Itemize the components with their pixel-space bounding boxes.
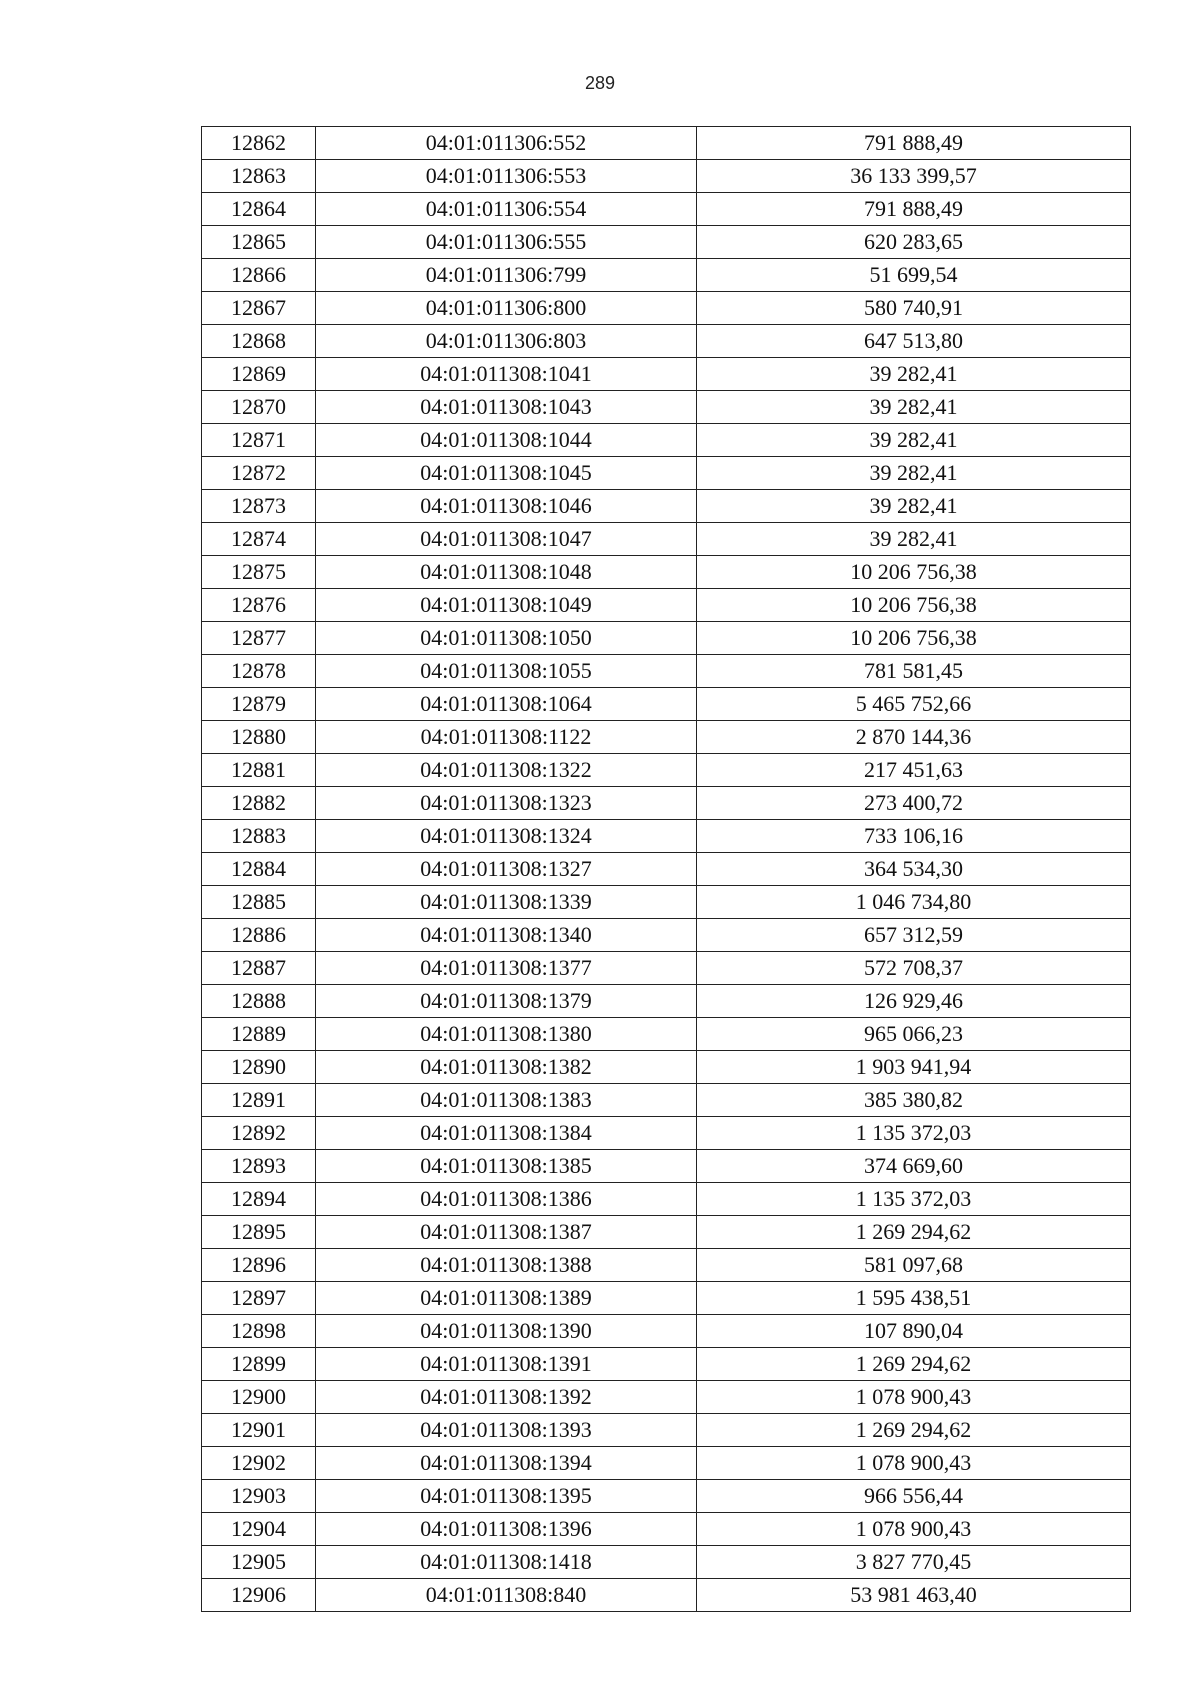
table-row xyxy=(202,358,1131,391)
table-row xyxy=(202,490,1131,523)
cadastral-value-cell: 39 282,41 xyxy=(697,391,1131,424)
cadastral-number-cell: 04:01:011308:1380 xyxy=(316,1018,697,1051)
table-row xyxy=(202,1051,1131,1084)
cadastral-number-cell: 04:01:011308:1041 xyxy=(316,358,697,391)
cadastral-number-cell: 04:01:011308:1064 xyxy=(316,688,697,721)
cadastral-value-cell: 1 269 294,62 xyxy=(697,1414,1131,1447)
row-number-cell: 12870 xyxy=(202,391,316,424)
cadastral-value-cell: 781 581,45 xyxy=(697,655,1131,688)
table-row xyxy=(202,919,1131,952)
table-row xyxy=(202,1249,1131,1282)
cadastral-number-cell: 04:01:011308:1387 xyxy=(316,1216,697,1249)
cadastral-value-cell: 1 595 438,51 xyxy=(697,1282,1131,1315)
cadastral-value-cell: 580 740,91 xyxy=(697,292,1131,325)
cadastral-number-cell: 04:01:011308:1340 xyxy=(316,919,697,952)
cadastral-value-cell: 1 078 900,43 xyxy=(697,1381,1131,1414)
row-number-cell: 12864 xyxy=(202,193,316,226)
cadastral-value-cell: 1 078 900,43 xyxy=(697,1447,1131,1480)
cadastral-number-cell: 04:01:011308:1046 xyxy=(316,490,697,523)
table-row xyxy=(202,853,1131,886)
cadastral-number-cell: 04:01:011308:1389 xyxy=(316,1282,697,1315)
row-number-cell: 12886 xyxy=(202,919,316,952)
row-number-cell: 12883 xyxy=(202,820,316,853)
cadastral-number-cell: 04:01:011308:1045 xyxy=(316,457,697,490)
cadastral-value-cell: 647 513,80 xyxy=(697,325,1131,358)
table-row xyxy=(202,1117,1131,1150)
cadastral-value-cell: 39 282,41 xyxy=(697,457,1131,490)
cadastral-number-cell: 04:01:011306:555 xyxy=(316,226,697,259)
table-row xyxy=(202,556,1131,589)
table-row xyxy=(202,1414,1131,1447)
cadastral-number-cell: 04:01:011306:554 xyxy=(316,193,697,226)
cadastral-number-cell: 04:01:011308:1048 xyxy=(316,556,697,589)
table-row xyxy=(202,820,1131,853)
cadastral-number-cell: 04:01:011308:1050 xyxy=(316,622,697,655)
table-row xyxy=(202,1480,1131,1513)
row-number-cell: 12890 xyxy=(202,1051,316,1084)
table-row xyxy=(202,655,1131,688)
table-row xyxy=(202,259,1131,292)
table-row xyxy=(202,1579,1131,1612)
table-row xyxy=(202,589,1131,622)
cadastral-value-cell: 374 669,60 xyxy=(697,1150,1131,1183)
table-row xyxy=(202,1150,1131,1183)
cadastral-number-cell: 04:01:011308:840 xyxy=(316,1579,697,1612)
table-row xyxy=(202,688,1131,721)
cadastral-number-cell: 04:01:011306:799 xyxy=(316,259,697,292)
row-number-cell: 12863 xyxy=(202,160,316,193)
table-row xyxy=(202,1447,1131,1480)
cadastral-value-cell: 5 465 752,66 xyxy=(697,688,1131,721)
row-number-cell: 12900 xyxy=(202,1381,316,1414)
table-row xyxy=(202,391,1131,424)
cadastral-value-cell: 1 903 941,94 xyxy=(697,1051,1131,1084)
cadastral-number-cell: 04:01:011306:803 xyxy=(316,325,697,358)
cadastral-table-container xyxy=(201,126,1130,1612)
cadastral-number-cell: 04:01:011308:1043 xyxy=(316,391,697,424)
cadastral-number-cell: 04:01:011308:1394 xyxy=(316,1447,697,1480)
row-number-cell: 12888 xyxy=(202,985,316,1018)
row-number-cell: 12896 xyxy=(202,1249,316,1282)
cadastral-value-cell: 3 827 770,45 xyxy=(697,1546,1131,1579)
cadastral-number-cell: 04:01:011308:1382 xyxy=(316,1051,697,1084)
row-number-cell: 12868 xyxy=(202,325,316,358)
cadastral-number-cell: 04:01:011308:1386 xyxy=(316,1183,697,1216)
cadastral-number-cell: 04:01:011308:1377 xyxy=(316,952,697,985)
table-row xyxy=(202,325,1131,358)
cadastral-value-cell: 1 046 734,80 xyxy=(697,886,1131,919)
cadastral-number-cell: 04:01:011308:1391 xyxy=(316,1348,697,1381)
cadastral-value-cell: 39 282,41 xyxy=(697,424,1131,457)
row-number-cell: 12876 xyxy=(202,589,316,622)
cadastral-number-cell: 04:01:011308:1388 xyxy=(316,1249,697,1282)
row-number-cell: 12898 xyxy=(202,1315,316,1348)
row-number-cell: 12887 xyxy=(202,952,316,985)
row-number-cell: 12869 xyxy=(202,358,316,391)
row-number-cell: 12893 xyxy=(202,1150,316,1183)
cadastral-value-cell: 791 888,49 xyxy=(697,127,1131,160)
cadastral-value-cell: 364 534,30 xyxy=(697,853,1131,886)
cadastral-value-cell: 966 556,44 xyxy=(697,1480,1131,1513)
cadastral-number-cell: 04:01:011306:553 xyxy=(316,160,697,193)
row-number-cell: 12874 xyxy=(202,523,316,556)
cadastral-value-cell: 39 282,41 xyxy=(697,358,1131,391)
row-number-cell: 12897 xyxy=(202,1282,316,1315)
cadastral-value-cell: 791 888,49 xyxy=(697,193,1131,226)
row-number-cell: 12891 xyxy=(202,1084,316,1117)
cadastral-number-cell: 04:01:011308:1047 xyxy=(316,523,697,556)
cadastral-number-cell: 04:01:011306:800 xyxy=(316,292,697,325)
row-number-cell: 12892 xyxy=(202,1117,316,1150)
row-number-cell: 12889 xyxy=(202,1018,316,1051)
row-number-cell: 12902 xyxy=(202,1447,316,1480)
cadastral-value-cell: 572 708,37 xyxy=(697,952,1131,985)
row-number-cell: 12878 xyxy=(202,655,316,688)
table-row xyxy=(202,1216,1131,1249)
table-row xyxy=(202,1381,1131,1414)
cadastral-number-cell: 04:01:011308:1393 xyxy=(316,1414,697,1447)
cadastral-number-cell: 04:01:011308:1384 xyxy=(316,1117,697,1150)
row-number-cell: 12882 xyxy=(202,787,316,820)
row-number-cell: 12880 xyxy=(202,721,316,754)
table-row xyxy=(202,1513,1131,1546)
cadastral-number-cell: 04:01:011308:1385 xyxy=(316,1150,697,1183)
cadastral-value-cell: 217 451,63 xyxy=(697,754,1131,787)
cadastral-value-cell: 10 206 756,38 xyxy=(697,556,1131,589)
row-number-cell: 12885 xyxy=(202,886,316,919)
cadastral-value-cell: 273 400,72 xyxy=(697,787,1131,820)
cadastral-value-cell: 36 133 399,57 xyxy=(697,160,1131,193)
cadastral-number-cell: 04:01:011308:1392 xyxy=(316,1381,697,1414)
table-row xyxy=(202,1282,1131,1315)
row-number-cell: 12867 xyxy=(202,292,316,325)
row-number-cell: 12906 xyxy=(202,1579,316,1612)
cadastral-number-cell: 04:01:011308:1396 xyxy=(316,1513,697,1546)
table-row xyxy=(202,985,1131,1018)
cadastral-value-cell: 51 699,54 xyxy=(697,259,1131,292)
row-number-cell: 12905 xyxy=(202,1546,316,1579)
row-number-cell: 12881 xyxy=(202,754,316,787)
table-row xyxy=(202,787,1131,820)
cadastral-number-cell: 04:01:011308:1379 xyxy=(316,985,697,1018)
cadastral-number-cell: 04:01:011308:1324 xyxy=(316,820,697,853)
row-number-cell: 12866 xyxy=(202,259,316,292)
row-number-cell: 12875 xyxy=(202,556,316,589)
table-row xyxy=(202,1018,1131,1051)
cadastral-value-cell: 581 097,68 xyxy=(697,1249,1131,1282)
table-row xyxy=(202,292,1131,325)
table-row xyxy=(202,622,1131,655)
table-row xyxy=(202,1183,1131,1216)
cadastral-value-cell: 107 890,04 xyxy=(697,1315,1131,1348)
cadastral-number-cell: 04:01:011308:1327 xyxy=(316,853,697,886)
page-number: 289 xyxy=(584,73,616,93)
row-number-cell: 12904 xyxy=(202,1513,316,1546)
cadastral-value-cell: 1 078 900,43 xyxy=(697,1513,1131,1546)
cadastral-number-cell: 04:01:011308:1049 xyxy=(316,589,697,622)
cadastral-number-cell: 04:01:011306:552 xyxy=(316,127,697,160)
cadastral-number-cell: 04:01:011308:1418 xyxy=(316,1546,697,1579)
cadastral-value-cell: 2 870 144,36 xyxy=(697,721,1131,754)
cadastral-value-cell: 53 981 463,40 xyxy=(697,1579,1131,1612)
row-number-cell: 12901 xyxy=(202,1414,316,1447)
cadastral-value-cell: 1 135 372,03 xyxy=(697,1183,1131,1216)
table-row xyxy=(202,1546,1131,1579)
cadastral-value-cell: 1 269 294,62 xyxy=(697,1216,1131,1249)
table-row xyxy=(202,1348,1131,1381)
cadastral-number-cell: 04:01:011308:1390 xyxy=(316,1315,697,1348)
table-row xyxy=(202,457,1131,490)
row-number-cell: 12877 xyxy=(202,622,316,655)
cadastral-number-cell: 04:01:011308:1055 xyxy=(316,655,697,688)
cadastral-value-cell: 39 282,41 xyxy=(697,523,1131,556)
row-number-cell: 12894 xyxy=(202,1183,316,1216)
table-row xyxy=(202,160,1131,193)
row-number-cell: 12873 xyxy=(202,490,316,523)
cadastral-value-cell: 10 206 756,38 xyxy=(697,622,1131,655)
row-number-cell: 12865 xyxy=(202,226,316,259)
cadastral-value-cell: 733 106,16 xyxy=(697,820,1131,853)
table-body xyxy=(202,127,1131,1612)
row-number-cell: 12862 xyxy=(202,127,316,160)
table-row xyxy=(202,226,1131,259)
table-row xyxy=(202,754,1131,787)
cadastral-value-cell: 126 929,46 xyxy=(697,985,1131,1018)
table-row xyxy=(202,424,1131,457)
cadastral-value-cell: 965 066,23 xyxy=(697,1018,1131,1051)
cadastral-number-cell: 04:01:011308:1383 xyxy=(316,1084,697,1117)
table-row xyxy=(202,523,1131,556)
cadastral-number-cell: 04:01:011308:1339 xyxy=(316,886,697,919)
row-number-cell: 12879 xyxy=(202,688,316,721)
table-row xyxy=(202,721,1131,754)
cadastral-number-cell: 04:01:011308:1323 xyxy=(316,787,697,820)
cadastral-number-cell: 04:01:011308:1322 xyxy=(316,754,697,787)
table-row xyxy=(202,1315,1131,1348)
cadastral-number-cell: 04:01:011308:1044 xyxy=(316,424,697,457)
row-number-cell: 12895 xyxy=(202,1216,316,1249)
cadastral-value-cell: 385 380,82 xyxy=(697,1084,1131,1117)
row-number-cell: 12872 xyxy=(202,457,316,490)
cadastral-value-cell: 620 283,65 xyxy=(697,226,1131,259)
row-number-cell: 12899 xyxy=(202,1348,316,1381)
row-number-cell: 12903 xyxy=(202,1480,316,1513)
table-row xyxy=(202,127,1131,160)
cadastral-value-cell: 39 282,41 xyxy=(697,490,1131,523)
cadastral-value-cell: 657 312,59 xyxy=(697,919,1131,952)
cadastral-number-cell: 04:01:011308:1122 xyxy=(316,721,697,754)
row-number-cell: 12884 xyxy=(202,853,316,886)
cadastral-value-cell: 1 269 294,62 xyxy=(697,1348,1131,1381)
table-row xyxy=(202,952,1131,985)
cadastral-value-cell: 10 206 756,38 xyxy=(697,589,1131,622)
table-row xyxy=(202,193,1131,226)
row-number-cell: 12871 xyxy=(202,424,316,457)
cadastral-number-cell: 04:01:011308:1395 xyxy=(316,1480,697,1513)
table-row xyxy=(202,1084,1131,1117)
cadastral-value-cell: 1 135 372,03 xyxy=(697,1117,1131,1150)
cadastral-value-table xyxy=(201,126,1131,1612)
table-row xyxy=(202,886,1131,919)
